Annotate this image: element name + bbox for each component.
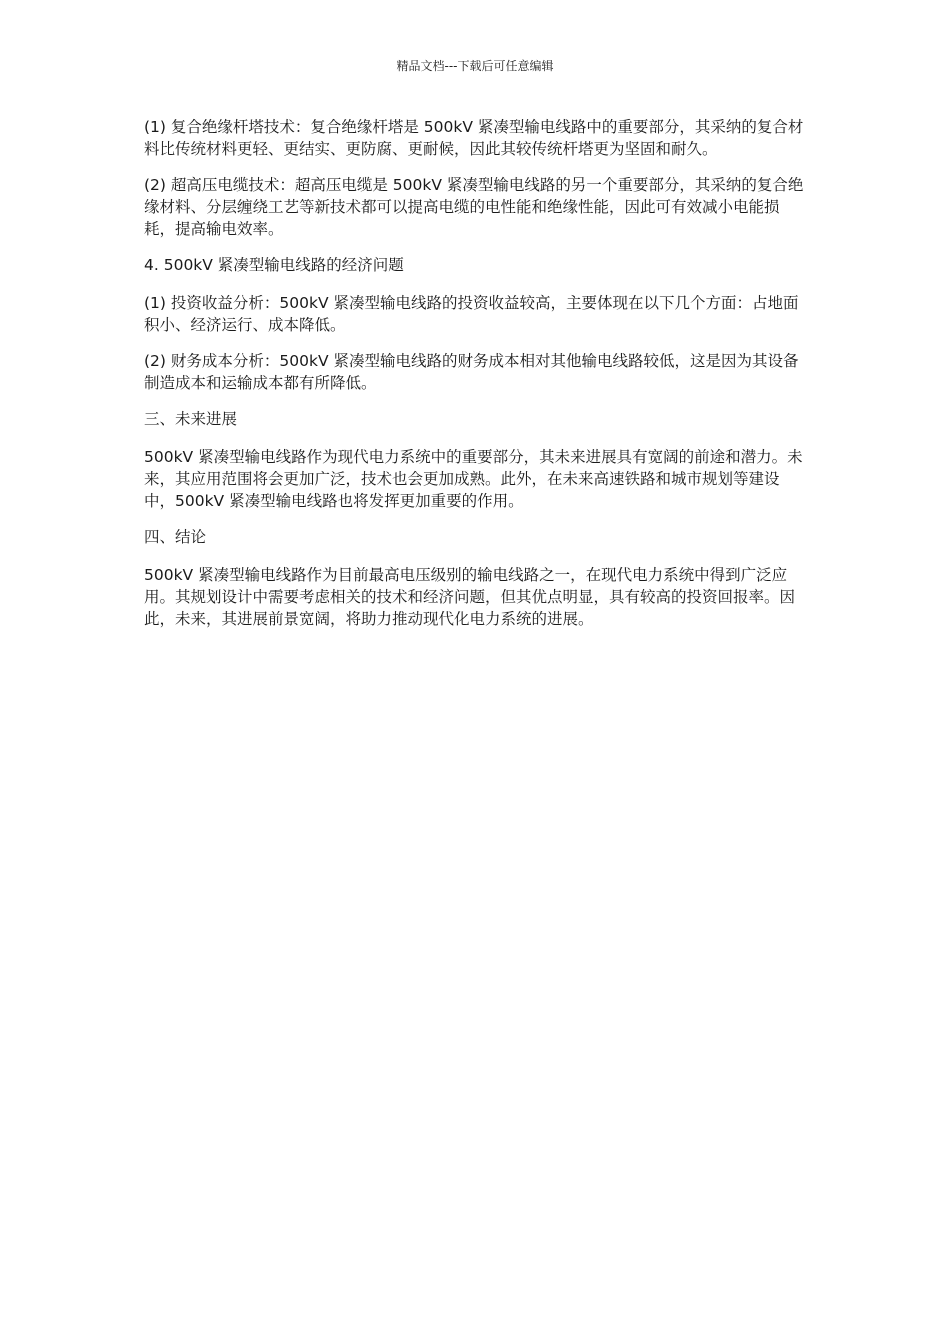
section-heading-conclusion: 四、结论 [144,528,207,546]
paragraph-financial-cost: (2) 财务成本分析：500kV 紧凑型输电线路的财务成本相对其他输电线路较低，这是因为其设备制造成本和运输成本都有所降低。 [144,352,799,392]
page-header: 精品文档---下载后可任意编辑 [396,59,554,73]
section-heading-economics: 4. 500kV 紧凑型输电线路的经济问题 [144,256,404,274]
section-heading-future: 三、未来进展 [144,410,238,428]
document-body [144,116,806,644]
paragraph-uhv-cable: (2) 超高压电缆技术：超高压电缆是 500kV 紧凑型输电线路的另一个重要部分，其采纳的复合绝缘材料、分层缠绕工艺等新技术都可以提高电缆的电性能和绝缘性能，因此可有效减小电能损耗，提高输电效率。 [144,176,804,238]
paragraph-composite-tower: (1) 复合绝缘杆塔技术：复合绝缘杆塔是 500kV 紧凑型输电线路中的重要部分，其采纳的复合材料比传统材料更轻、更结实、更防腐、更耐候，因此其较传统杆塔更为坚固和耐久。 [144,118,804,158]
paragraph-future: 500kV 紧凑型输电线路作为现代电力系统中的重要部分，其未来进展具有宽阔的前途和潜力。未来，其应用范围将会更加广泛，技术也会更加成熟。此外，在未来高速铁路和城市规划等建设中，500kV 紧凑型输电线路也将发挥更加重要的作用。 [144,448,803,510]
paragraph-investment-analysis: (1) 投资收益分析：500kV 紧凑型输电线路的投资收益较高，主要体现在以下几个方面：占地面积小、经济运行、成本降低。 [144,294,799,334]
paragraph-conclusion: 500kV 紧凑型输电线路作为目前最高电压级别的输电线路之一，在现代电力系统中得到广泛应用。其规划设计中需要考虑相关的技术和经济问题，但其优点明显，具有较高的投资回报率。因此，未来，其进展前景宽阔，将助力推动现代化电力系统的进展。 [144,566,796,628]
